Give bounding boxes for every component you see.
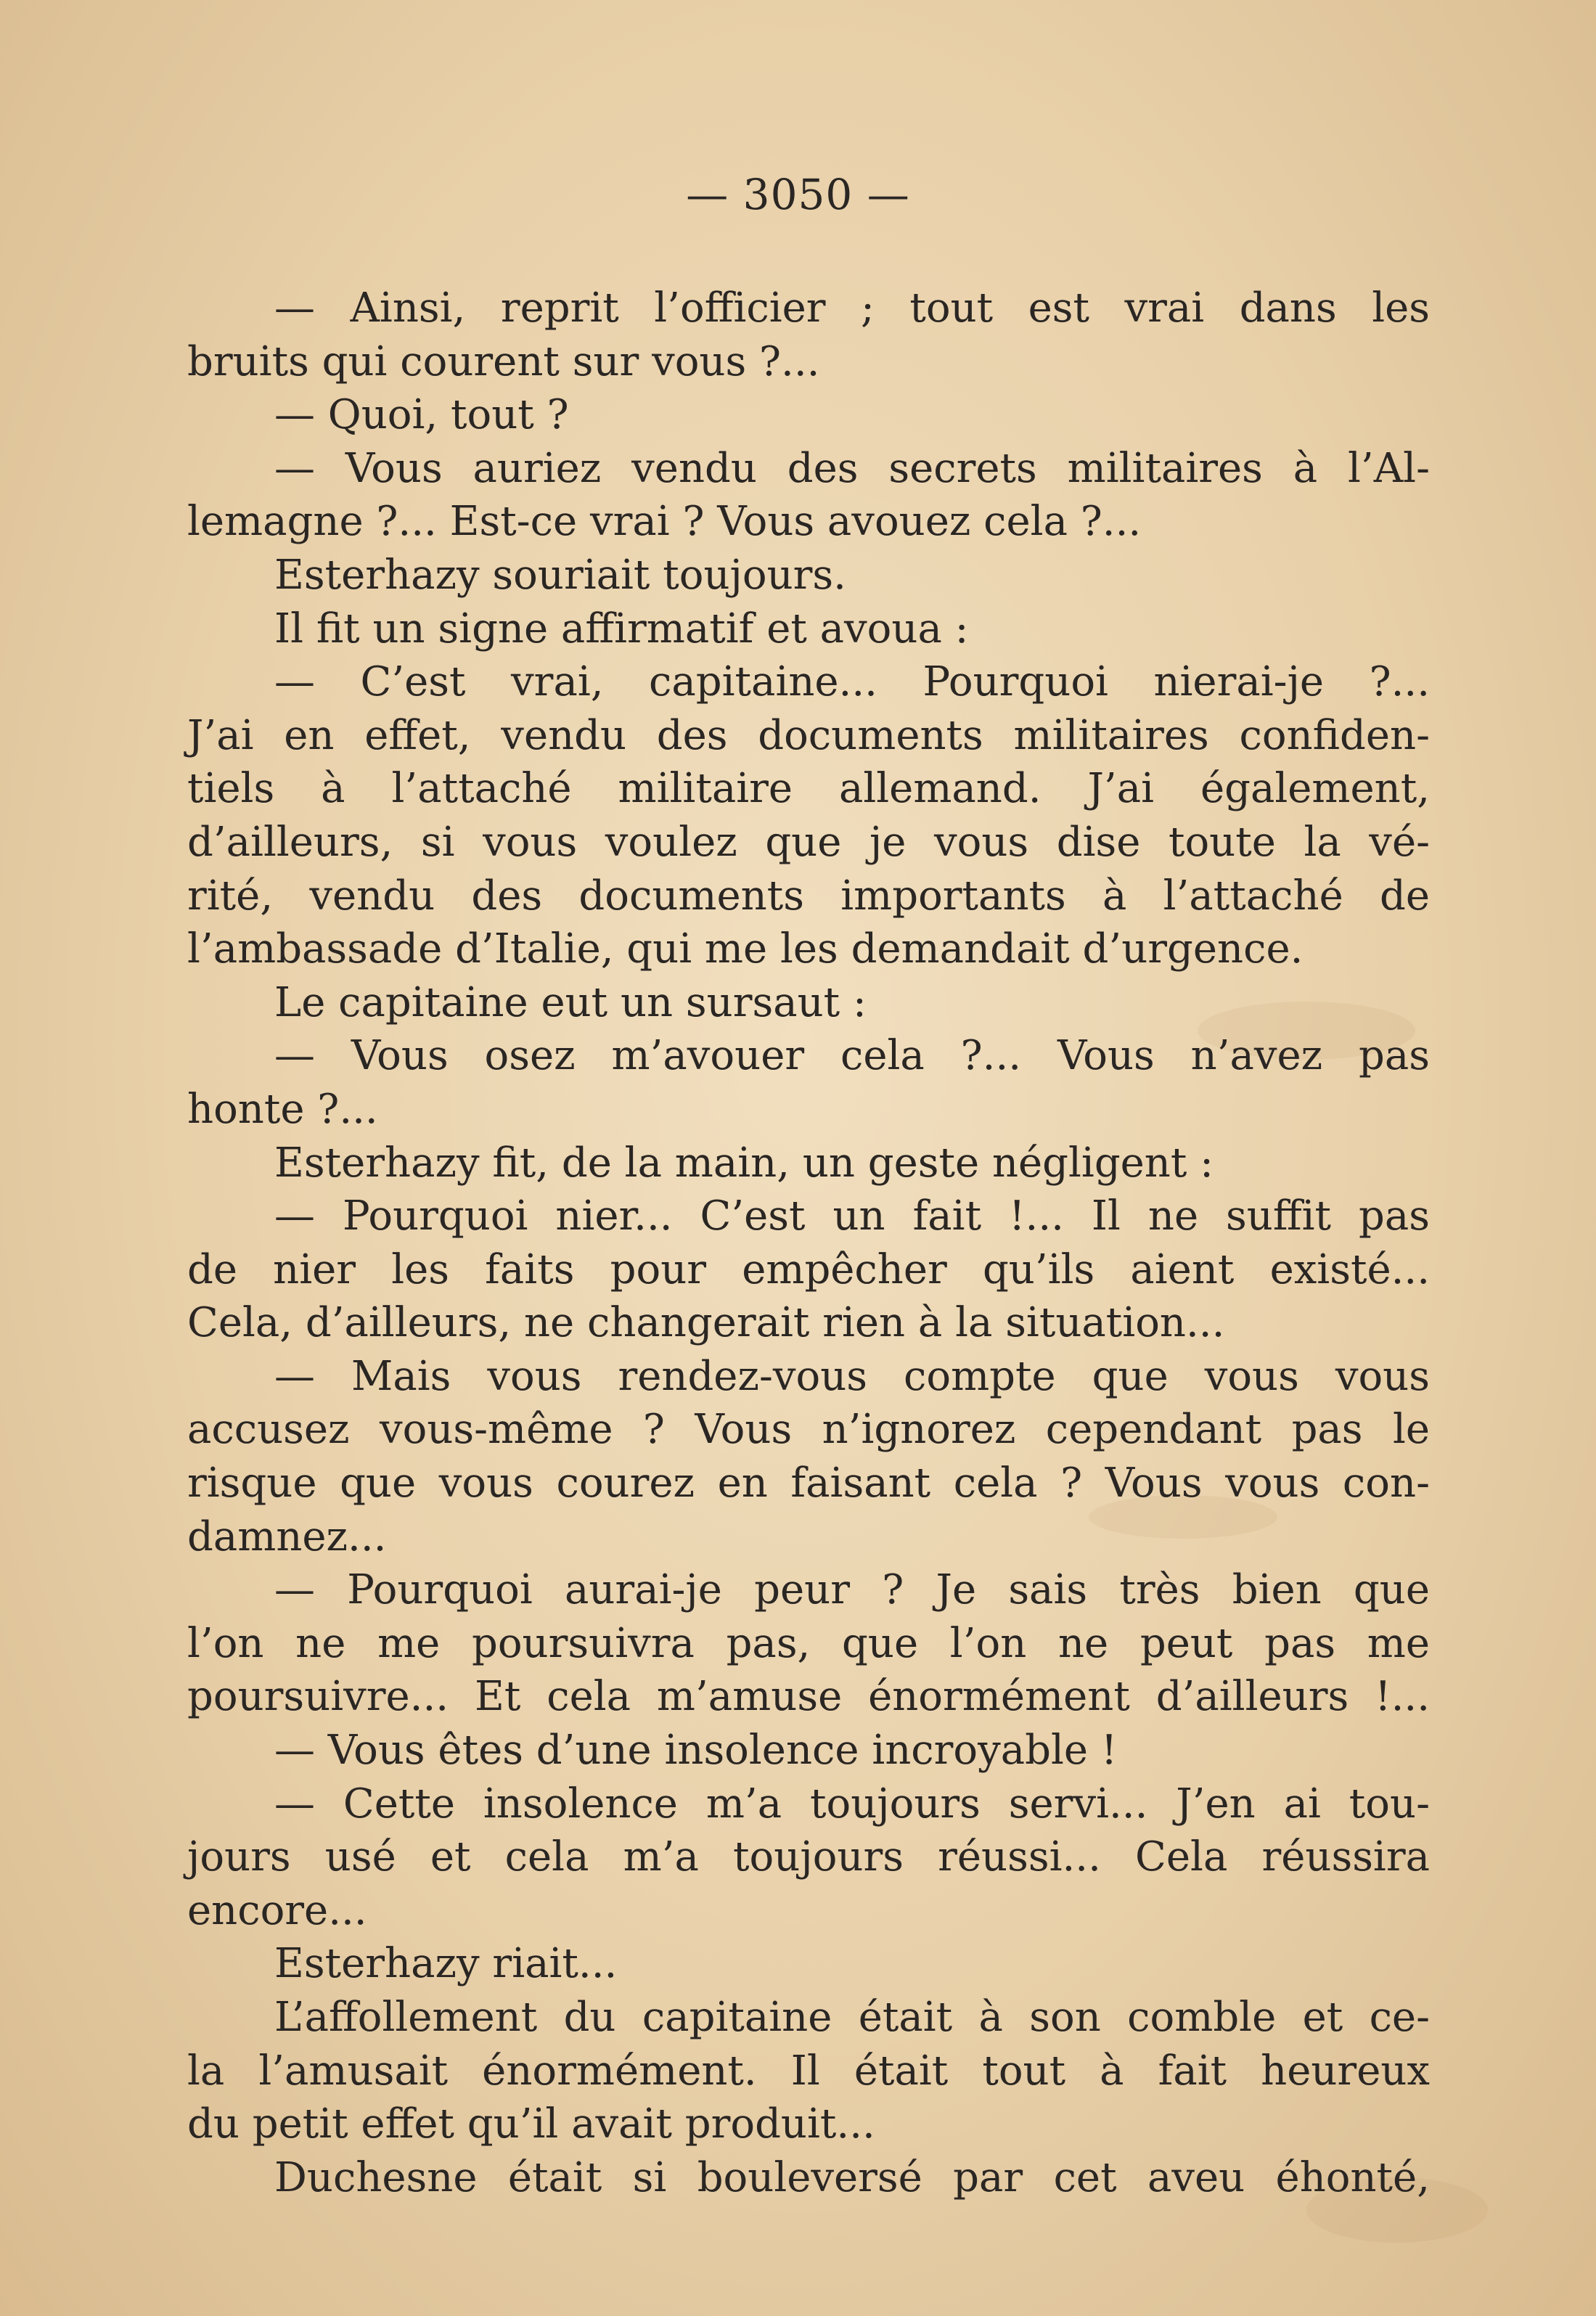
text-line: jours usé et cela m’a toujours réussi... Cela réussira bbox=[187, 1833, 1430, 1881]
text-line: — C’est vrai, capitaine... Pourquoi nierai-je ?... bbox=[274, 658, 1430, 706]
text-line: Esterhazy fit, de la main, un geste négligent : bbox=[274, 1139, 1214, 1187]
text-line: risque que vous courez en faisant cela ? Vous vous con- bbox=[187, 1460, 1430, 1507]
text-line: — Vous êtes d’une insolence incroyable ! bbox=[274, 1727, 1118, 1775]
text-line: Le capitaine eut un sursaut : bbox=[274, 978, 867, 1026]
text-line: du petit effet qu’il avait produit... bbox=[187, 2100, 875, 2148]
text-line: Esterhazy souriait toujours. bbox=[274, 551, 846, 599]
text-line: Duchesne était si bouleversé par cet aveu éhonté, bbox=[274, 2153, 1430, 2201]
text-line: — Pourquoi nier... C’est un fait !... Il ne suffit pas bbox=[274, 1192, 1430, 1240]
text-line: — Quoi, tout ? bbox=[274, 391, 569, 439]
text-line: poursuivre... Et cela m’amuse énormément d’ailleurs !... bbox=[187, 1673, 1430, 1721]
text-line: l’ambassade d’Italie, qui me les demandait d’urgence. bbox=[187, 925, 1304, 973]
text-line: de nier les faits pour empêcher qu’ils aient existé... bbox=[187, 1245, 1430, 1293]
text-line: — Vous osez m’avouer cela ?... Vous n’avez pas bbox=[274, 1032, 1430, 1080]
text-line: lemagne ?... Est-ce vrai ? Vous avouez cela ?... bbox=[187, 498, 1142, 546]
text-line: honte ?... bbox=[187, 1085, 378, 1133]
text-line: la l’amusait énormément. Il était tout à fait heureux bbox=[187, 2047, 1430, 2095]
text-line: — Cette insolence m’a toujours servi... J’en ai tou- bbox=[274, 1780, 1430, 1828]
text-line: rité, vendu des documents importants à l’attaché de bbox=[187, 872, 1430, 920]
text-line: l’on ne me poursuivra pas, que l’on ne peut pas me bbox=[187, 1619, 1430, 1667]
text-line: tiels à l’attaché militaire allemand. J’ai également, bbox=[187, 765, 1430, 813]
text-line: d’ailleurs, si vous voulez que je vous dise toute la vé- bbox=[187, 818, 1430, 866]
text-line: J’ai en effet, vendu des documents militaires confiden- bbox=[187, 711, 1430, 759]
text-line: encore... bbox=[187, 1886, 367, 1934]
text-line: bruits qui courent sur vous ?... bbox=[187, 337, 820, 385]
text-line: Esterhazy riait... bbox=[274, 1940, 618, 1988]
body-text bbox=[187, 282, 1430, 2204]
text-line: — Ainsi, reprit l’officier ; tout est vrai dans les bbox=[274, 285, 1430, 332]
text-line: Cela, d’ailleurs, ne changerait rien à la situation... bbox=[187, 1299, 1225, 1347]
text-line: L’affollement du capitaine était à son comble et ce- bbox=[274, 1994, 1430, 2041]
text-line: — Pourquoi aurai-je peur ? Je sais très bien que bbox=[274, 1566, 1430, 1614]
text-line: — Vous auriez vendu des secrets militaires à l’Al- bbox=[274, 444, 1430, 492]
page-number: — 3050 — bbox=[686, 170, 910, 219]
text-line: Il fit un signe affirmatif et avoua : bbox=[274, 605, 969, 652]
text-line: accusez vous-même ? Vous n’ignorez cependant pas le bbox=[187, 1406, 1430, 1454]
text-line: — Mais vous rendez-vous compte que vous vous bbox=[274, 1352, 1430, 1400]
text-line: damnez... bbox=[187, 1513, 387, 1560]
